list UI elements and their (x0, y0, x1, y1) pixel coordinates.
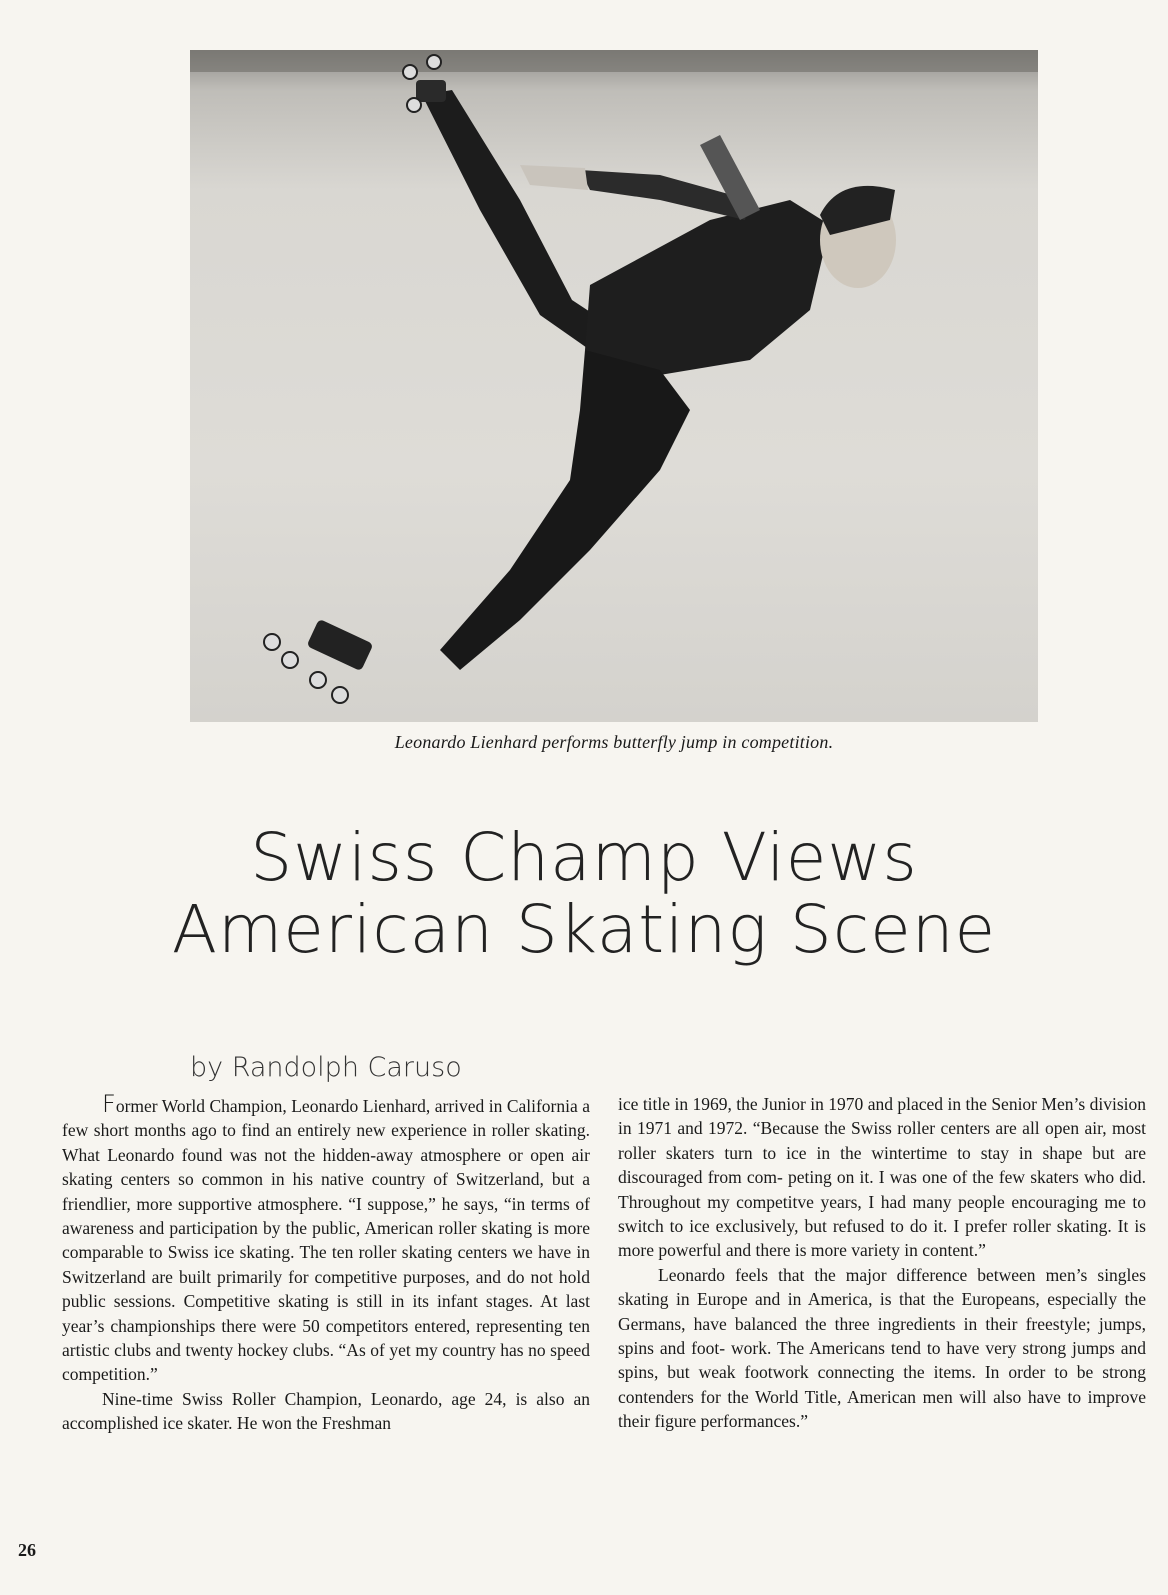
page-number: 26 (18, 1540, 36, 1560)
title-line-2: American Skating Scene (171, 891, 997, 968)
paragraph: Nine-time Swiss Roller Champion, Leonardo, age 24, is also an accomplished ice skater. He won the Freshman (62, 1388, 590, 1434)
paragraph: ice title in 1969, the Junior in 1970 and placed in the Senior Men’s division in 1971 and 1972. “Because the Swiss roller centers are all open air, most roller skaters turn to ice in the wintertime to stay in shape but are discouraged from com- peting on it. I was one of the few skaters who did. Throughout my competitve years, I had many people encouraging me to switch to ice exclusively, but refused to do it. I prefer roller skating. It is more powerful and there is more variety in content.” (618, 1094, 1146, 1261)
paragraph: Former World Champion, Leonardo Lienhard, arrived in California a few short months ago to find an entirely new experience in roller skating. What Leonardo found was not the hidden-away atmosphere or open air skating centers so common in his native country of Switzerland, but a friendlier, more supportive atmosphere. “I suppose,” he says, “in terms of awareness and participation by the public, American roller skating is more comparable to Swiss ice skating. The ten roller skating centers we have in Switzerland are built primarily for competitive purposes, and do not hold public sessions. Competitive skating is still in its infant stages. At last year’s championships there were 50 competitors entered, representing ten artistic clubs and twenty hockey clubs. “As of yet my country has no speed competition.” (62, 1090, 590, 1385)
paragraph: Leonardo feels that the major difference between men’s singles skating in Europe and in America, is that the Europeans, especially the Germans, have balanced the three ingredients in their freestyle; jumps, spins and foot- work. The Americans tend to have very strong jumps and spins, but weak footwork connecting the items. In order to be strong contenders for the World Title, American men will also have to improve their figure performances.” (618, 1264, 1146, 1432)
title-line-1: Swiss Champ Views (250, 819, 918, 896)
drop-cap: F (102, 1090, 116, 1118)
photo-caption: Leonardo Lienhard performs butterfly jump in competition. (394, 732, 834, 752)
byline: by Randolph Caruso (190, 1052, 462, 1083)
right-column (618, 1092, 1146, 1434)
article-title (60, 819, 1108, 968)
left-column (62, 1092, 590, 1436)
skater-silhouette (190, 50, 1038, 722)
skater-photo (190, 50, 1038, 722)
